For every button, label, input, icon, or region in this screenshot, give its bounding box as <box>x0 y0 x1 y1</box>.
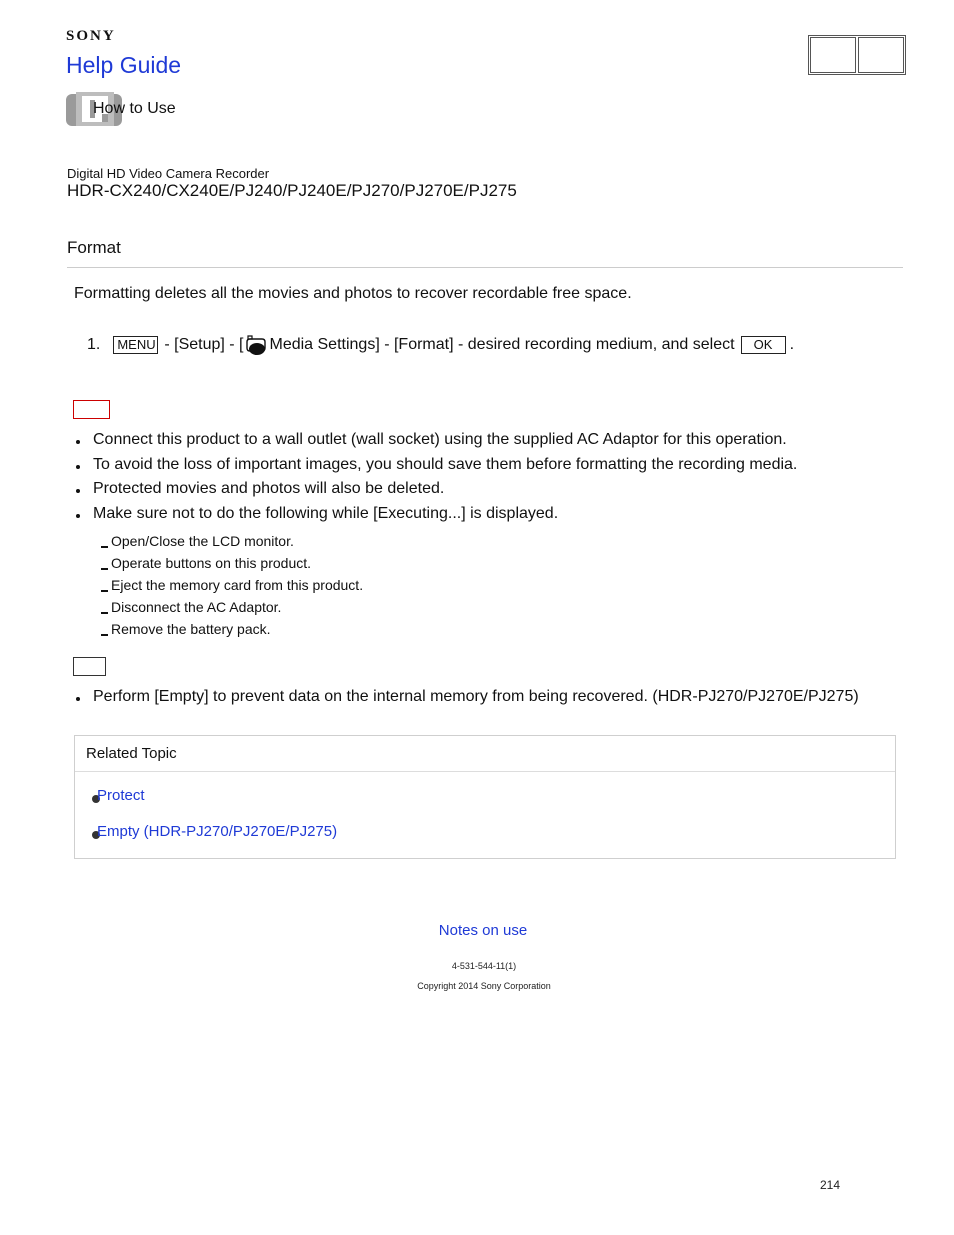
model-list: HDR-CX240/CX240E/PJ240/PJ240E/PJ270/PJ270E/PJ275 <box>67 181 517 200</box>
document-id: 4-531-544-11(1) <box>451 961 517 971</box>
list-item: Perform [Empty] to prevent data on the internal memory from being recovered. (HDR-PJ270/PJ270E/PJ275) <box>73 688 859 706</box>
caution-list <box>73 431 797 529</box>
sony-logo: SONY <box>66 28 116 44</box>
notes-on-use-link[interactable]: Notes on use <box>438 922 528 939</box>
list-item: To avoid the loss of important images, you should save them before formatting the recording media. <box>73 456 797 481</box>
note-label-box <box>73 657 106 676</box>
list-item: Connect this product to a wall outlet (wall socket) using the supplied AC Adaptor for this operation. <box>73 431 797 456</box>
copyright: Copyright 2014 Sony Corporation <box>417 981 551 991</box>
list-item: Protected movies and photos will also be deleted. <box>73 480 797 505</box>
title-divider <box>67 267 903 268</box>
related-topic-title: Related Topic <box>86 745 177 762</box>
page-title: Format <box>67 238 121 257</box>
step-number: 1. <box>87 336 101 353</box>
related-topic-panel <box>74 735 896 859</box>
media-settings-icon <box>243 334 269 356</box>
related-topic-header <box>75 736 895 772</box>
list-item: Operate buttons on this product. <box>100 555 363 577</box>
note-list <box>73 688 859 706</box>
list-item: Disconnect the AC Adaptor. <box>100 599 363 621</box>
step-1 <box>87 334 794 356</box>
step-text-2: Media Settings] - [Format] - desired recording medium, and select <box>269 336 735 353</box>
help-guide-title[interactable]: Help Guide <box>66 52 182 78</box>
sub-item-list <box>100 533 363 643</box>
section-label[interactable]: How to Use <box>93 100 176 117</box>
list-item: Remove the battery pack. <box>100 621 363 643</box>
product-type: Digital HD Video Camera Recorder <box>67 166 270 181</box>
list-item: Open/Close the LCD monitor. <box>100 533 363 555</box>
prev-page-button[interactable] <box>810 37 856 73</box>
related-link-protect[interactable]: Protect <box>97 787 145 804</box>
list-item: Make sure not to do the following while [Executing...] is displayed. <box>73 505 797 530</box>
page-number: 214 <box>820 1178 841 1192</box>
caution-label-box <box>73 400 110 419</box>
step-text-1: - [Setup] - [ <box>164 336 244 353</box>
menu-key: MENU <box>113 336 158 354</box>
list-item: Eject the memory card from this product. <box>100 577 363 599</box>
related-link-empty[interactable]: Empty (HDR-PJ270/PJ270E/PJ275) <box>97 823 338 840</box>
ok-key: OK <box>741 336 786 354</box>
intro-text: Formatting deletes all the movies and photos to recover recordable free space. <box>74 285 632 302</box>
next-page-button[interactable] <box>858 37 904 73</box>
step-end: . <box>789 336 795 353</box>
page-nav <box>808 35 906 75</box>
